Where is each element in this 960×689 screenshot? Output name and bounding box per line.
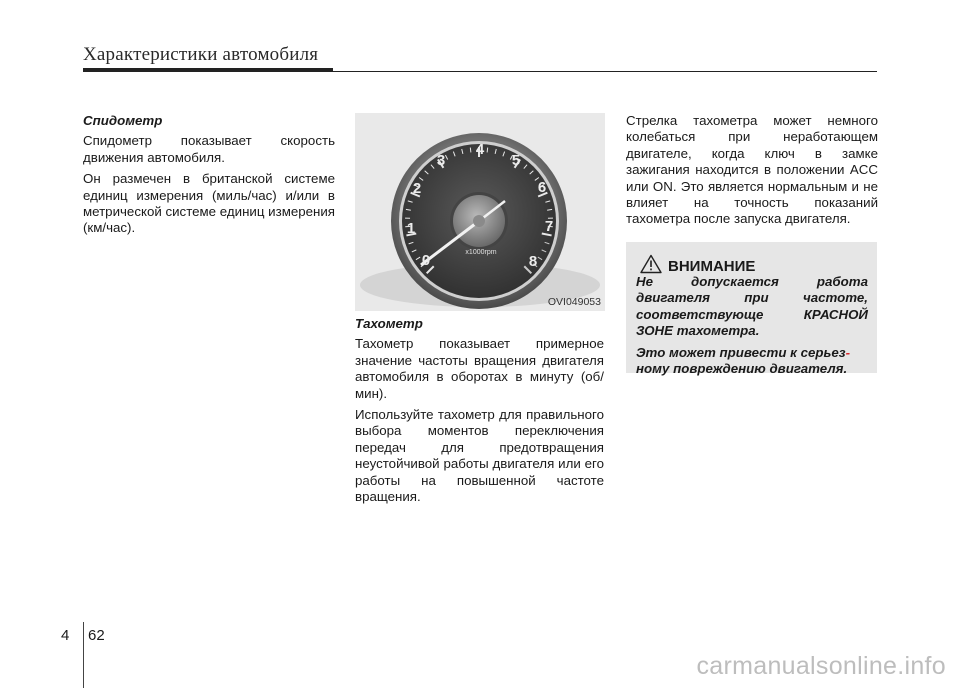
speedometer-paragraph: Он размечен в британской системе единиц измерения (миль/час) и/или в метрической системе единиц измерения (км/час). — [83, 171, 335, 236]
caution-text-continued: ному повреждению двигателя. — [636, 361, 848, 377]
needle-note-section — [626, 113, 878, 233]
tachometer-gauge-illustration — [355, 113, 605, 311]
gauge-number: 3 — [436, 152, 446, 169]
speedometer-heading: Спидометр — [83, 113, 163, 128]
footer-rule — [83, 622, 84, 688]
tachometer-paragraph: Используйте тахометр для правильного выбора моментов переключения передач для предотвращения неустойчивой работы двигателя или его работы на повышенной частоте вращения. — [355, 407, 604, 505]
tachometer-heading: Тахометр — [355, 316, 423, 331]
caution-title: ВНИМАНИЕ — [668, 258, 756, 275]
red-hyphen: - — [845, 344, 851, 360]
page-number: 62 — [88, 627, 105, 644]
caution-header — [640, 252, 755, 275]
caution-text: Это может привести к серьез — [636, 344, 846, 360]
needle-note-paragraph: Стрелка тахометра может немного колебаться при неработающем двигателе, когда ключ в замке зажигания находится в положении ACC или ON. Это является нормальным и не влияет на точность показаний тахометра после запуска двигателя. — [626, 113, 878, 227]
gauge-number: 4 — [475, 141, 485, 158]
gauge-unit-label: x1000rpm — [465, 249, 497, 256]
caution-body — [636, 274, 868, 382]
figure-code: OVI049053 — [547, 296, 601, 308]
caution-paragraph: Не допускается работа двигателя при частоте, соответствующе КРАСНОЙ ЗОНЕ тахометра. — [636, 274, 868, 339]
tachometer-figure — [355, 113, 605, 311]
watermark: carmanualsonline.info — [696, 652, 946, 680]
gauge-number: 7 — [544, 218, 554, 235]
gauge-number: 8 — [528, 253, 538, 270]
gauge-tick — [487, 148, 488, 153]
chapter-number: 4 — [61, 627, 70, 644]
gauge-number: 0 — [421, 252, 431, 269]
page-header-title: Характеристики автомобиля — [83, 44, 319, 65]
tachometer-section — [355, 316, 604, 510]
caution-paragraph-2 — [636, 345, 868, 378]
warning-triangle-icon — [640, 254, 662, 274]
header-rule-thin — [83, 71, 877, 72]
gauge-tick — [470, 148, 471, 153]
gauge-number: 6 — [537, 179, 547, 196]
gauge-number: 1 — [406, 220, 416, 237]
caution-box — [626, 242, 877, 377]
speedometer-paragraph: Спидометр показывает скорость движения автомобиля. — [83, 133, 335, 165]
gauge-number: 5 — [511, 152, 521, 169]
gauge-number: 2 — [412, 180, 422, 197]
tachometer-paragraph: Тахометр показывает примерное значение частоты вращения двигателя автомобиля в оборотах в минуту (об/мин). — [355, 336, 604, 401]
speedometer-section — [83, 113, 335, 242]
